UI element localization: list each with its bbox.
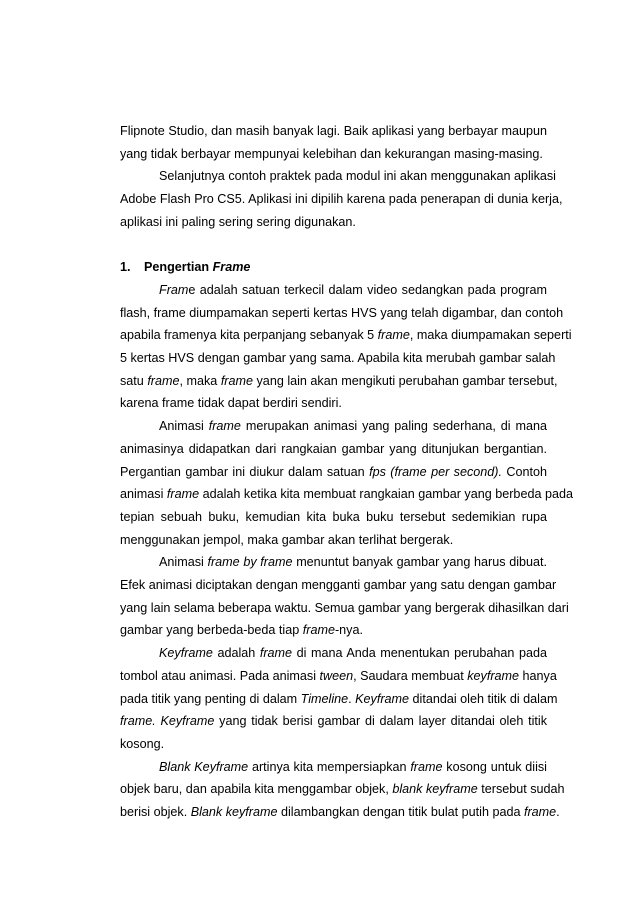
- section-title-italic: Frame: [212, 260, 251, 275]
- text-line: Efek animasi diciptakan dengan mengganti gambar yang satu dengan gambar: [120, 578, 557, 593]
- section-title: Pengertian: [144, 260, 213, 275]
- text-line: karena frame tidak dapat berdiri sendiri.: [120, 396, 342, 411]
- text-line: tepian sebuah buku, kemudian kita buka buku tersebut sedemikian rupa: [120, 509, 547, 524]
- text-line: 5 kertas HVS dengan gambar yang sama. Apabila kita merubah gambar salah: [120, 351, 556, 366]
- text-line: Frame adalah satuan terkecil dalam video sedangkan pada program: [159, 282, 547, 297]
- text-line: Selanjutnya contoh praktek pada modul ini akan menggunakan aplikasi: [159, 169, 556, 184]
- paragraph-frame-definition: [120, 279, 572, 415]
- text-line: Adobe Flash Pro CS5. Aplikasi ini dipilih karena pada penerapan di dunia kerja,: [120, 192, 563, 207]
- text-line: kosong.: [120, 736, 165, 751]
- paragraph-frame-animation: [120, 415, 573, 551]
- paragraph-keyframe: [120, 642, 558, 756]
- text-line: Animasi frame by frame menuntut banyak gambar yang harus dibuat.: [159, 555, 548, 570]
- text-line: aplikasi ini paling sering sering digunakan.: [120, 214, 356, 229]
- text-line: animasi frame adalah ketika kita membuat rangkaian gambar yang berbeda pada: [120, 487, 573, 502]
- paragraph-blank-keyframe: [120, 756, 565, 824]
- text-line: pada titik yang penting di dalam Timeline. Keyframe ditandai oleh titik di dalam: [120, 691, 558, 706]
- section-heading: [120, 256, 547, 279]
- text-line: Animasi frame merupakan animasi yang paling sederhana, di mana: [159, 419, 547, 434]
- paragraph-intro: [120, 120, 547, 165]
- paragraph-flash: [120, 165, 563, 233]
- section-number: 1.: [120, 260, 131, 275]
- page-content: [120, 120, 573, 824]
- text-line: berisi objek. Blank keyframe dilambangkan dengan titik bulat putih pada frame.: [120, 805, 560, 820]
- text-line: apabila framenya kita perpanjang sebanyak 5 frame, maka diumpamakan seperti: [120, 328, 572, 343]
- text-line: frame. Keyframe yang tidak berisi gambar di dalam layer ditandai oleh titik: [120, 714, 548, 729]
- text-line: tombol atau animasi. Pada animasi tween, Saudara membuat keyframe hanya: [120, 668, 557, 683]
- text-line: animasinya didapatkan dari rangkaian gambar yang ditunjukan bergantian.: [120, 441, 547, 456]
- text-line: Pergantian gambar ini diukur dalam satuan fps (frame per second). Contoh: [120, 464, 548, 479]
- text-line: Blank Keyframe artinya kita mempersiapkan frame kosong untuk diisi: [159, 759, 547, 774]
- text-line: menggunakan jempol, maka gambar akan terlihat bergerak.: [120, 532, 454, 547]
- text-line: Flipnote Studio, dan masih banyak lagi. Baik aplikasi yang berbayar maupun: [120, 124, 547, 138]
- text-line: satu frame, maka frame yang lain akan mengikuti perubahan gambar tersebut,: [120, 373, 558, 388]
- text-line: Keyframe adalah frame di mana Anda menentukan perubahan pada: [159, 646, 547, 661]
- text-line: objek baru, dan apabila kita menggambar objek, blank keyframe tersebut sudah: [120, 782, 565, 797]
- text-line: flash, frame diumpamakan seperti kertas HVS yang telah digambar, dan contoh: [120, 305, 564, 320]
- text-line: gambar yang berbeda-beda tiap frame-nya.: [120, 623, 363, 638]
- paragraph-frame-by-frame: [120, 551, 569, 642]
- text-line: yang lain selama beberapa waktu. Semua gambar yang bergerak dihasilkan dari: [120, 600, 569, 615]
- text-line: yang tidak berbayar mempunyai kelebihan dan kekurangan masing-masing.: [120, 146, 543, 161]
- spacer: [120, 234, 547, 257]
